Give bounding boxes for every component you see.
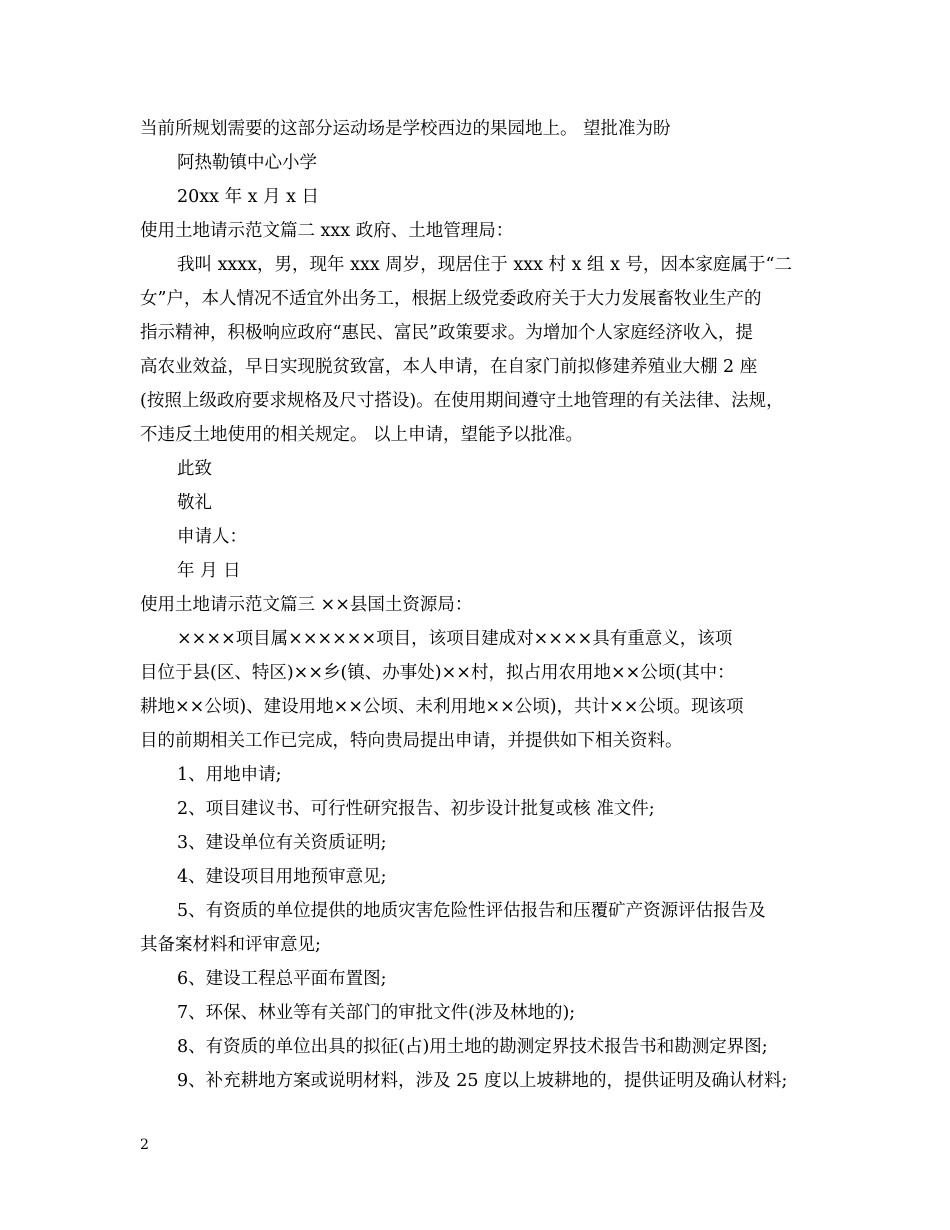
section-heading: 使用土地请示范文篇三 ××县国土资源局： bbox=[140, 595, 473, 615]
signature-date: 20xx 年 x 月 x 日 bbox=[177, 187, 320, 207]
closing-line: 此致 bbox=[177, 459, 212, 479]
date-line: 年 月 日 bbox=[177, 561, 241, 581]
page-number: 2 bbox=[140, 1137, 149, 1153]
closing-line: 敬礼 bbox=[177, 493, 212, 513]
list-item: 3、建设单位有关资质证明; bbox=[177, 833, 387, 853]
list-item: 5、有资质的单位提供的地质灾害危险性评估报告和压覆矿产资源评估报告及 bbox=[177, 901, 766, 921]
signature-school: 阿热勒镇中心小学 bbox=[177, 153, 317, 173]
list-item: 8、有资质的单位出具的拟征(占)用土地的勘测定界技术报告书和勘测定界图; bbox=[177, 1037, 768, 1057]
list-item-continued: 其备案材料和评审意见; bbox=[140, 935, 321, 955]
list-item: 9、补充耕地方案或说明材料，涉及 25 度以上坡耕地的，提供证明及确认材料; bbox=[177, 1071, 788, 1091]
list-item: 1、用地申请; bbox=[177, 765, 282, 785]
list-item: 2、项目建议书、可行性研究报告、初步设计批复或核 准文件; bbox=[177, 799, 655, 819]
list-item: 7、环保、林业等有关部门的审批文件(涉及林地的); bbox=[177, 1003, 576, 1023]
text-line: 指示精神，积极响应政府“惠民、富民”政策要求。为增加个人家庭经济收入，提 bbox=[140, 323, 753, 343]
text-line: 我叫 xxxx，男，现年 xxx 周岁，现居住于 xxx 村 x 组 x 号，因本家庭属于“二 bbox=[177, 255, 792, 275]
text-line: 目的前期相关工作已完成，特向贵局提出申请，并提供如下相关资料。 bbox=[140, 731, 683, 751]
text-line: ××××项目属××××××项目，该项目建成对××××具有重意义，该项 bbox=[177, 629, 733, 649]
text-line: 目位于县(区、特区)××乡(镇、办事处)××村，拟占用农用地××公顷(其中： bbox=[140, 663, 735, 683]
text-line: 女”户，本人情况不适宜外出务工，根据上级党委政府关于大力发展畜牧业生产的 bbox=[140, 289, 762, 309]
section-heading: 使用土地请示范文篇二 xxx 政府、土地管理局： bbox=[140, 221, 514, 241]
text-line: 耕地××公顷)、建设用地××公顷、未利用地××公顷)，共计××公顷。现该项 bbox=[140, 697, 744, 717]
text-line: 高农业效益，早日实现脱贫致富，本人申请，在自家门前拟修建养殖业大棚 2 座 bbox=[140, 357, 758, 377]
applicant-label: 申请人： bbox=[177, 527, 247, 547]
text-line: 不违反土地使用的相关规定。 以上申请，望能予以批准。 bbox=[140, 425, 584, 445]
list-item: 6、建设工程总平面布置图; bbox=[177, 969, 387, 989]
text-line: (按照上级政府要求规格及尺寸搭设)。在使用期间遵守土地管理的有关法律、法规， bbox=[140, 391, 784, 411]
list-item: 4、建设项目用地预审意见; bbox=[177, 867, 387, 887]
text-line: 当前所规划需要的这部分运动场是学校西边的果园地上。 望批准为盼 bbox=[140, 119, 671, 139]
